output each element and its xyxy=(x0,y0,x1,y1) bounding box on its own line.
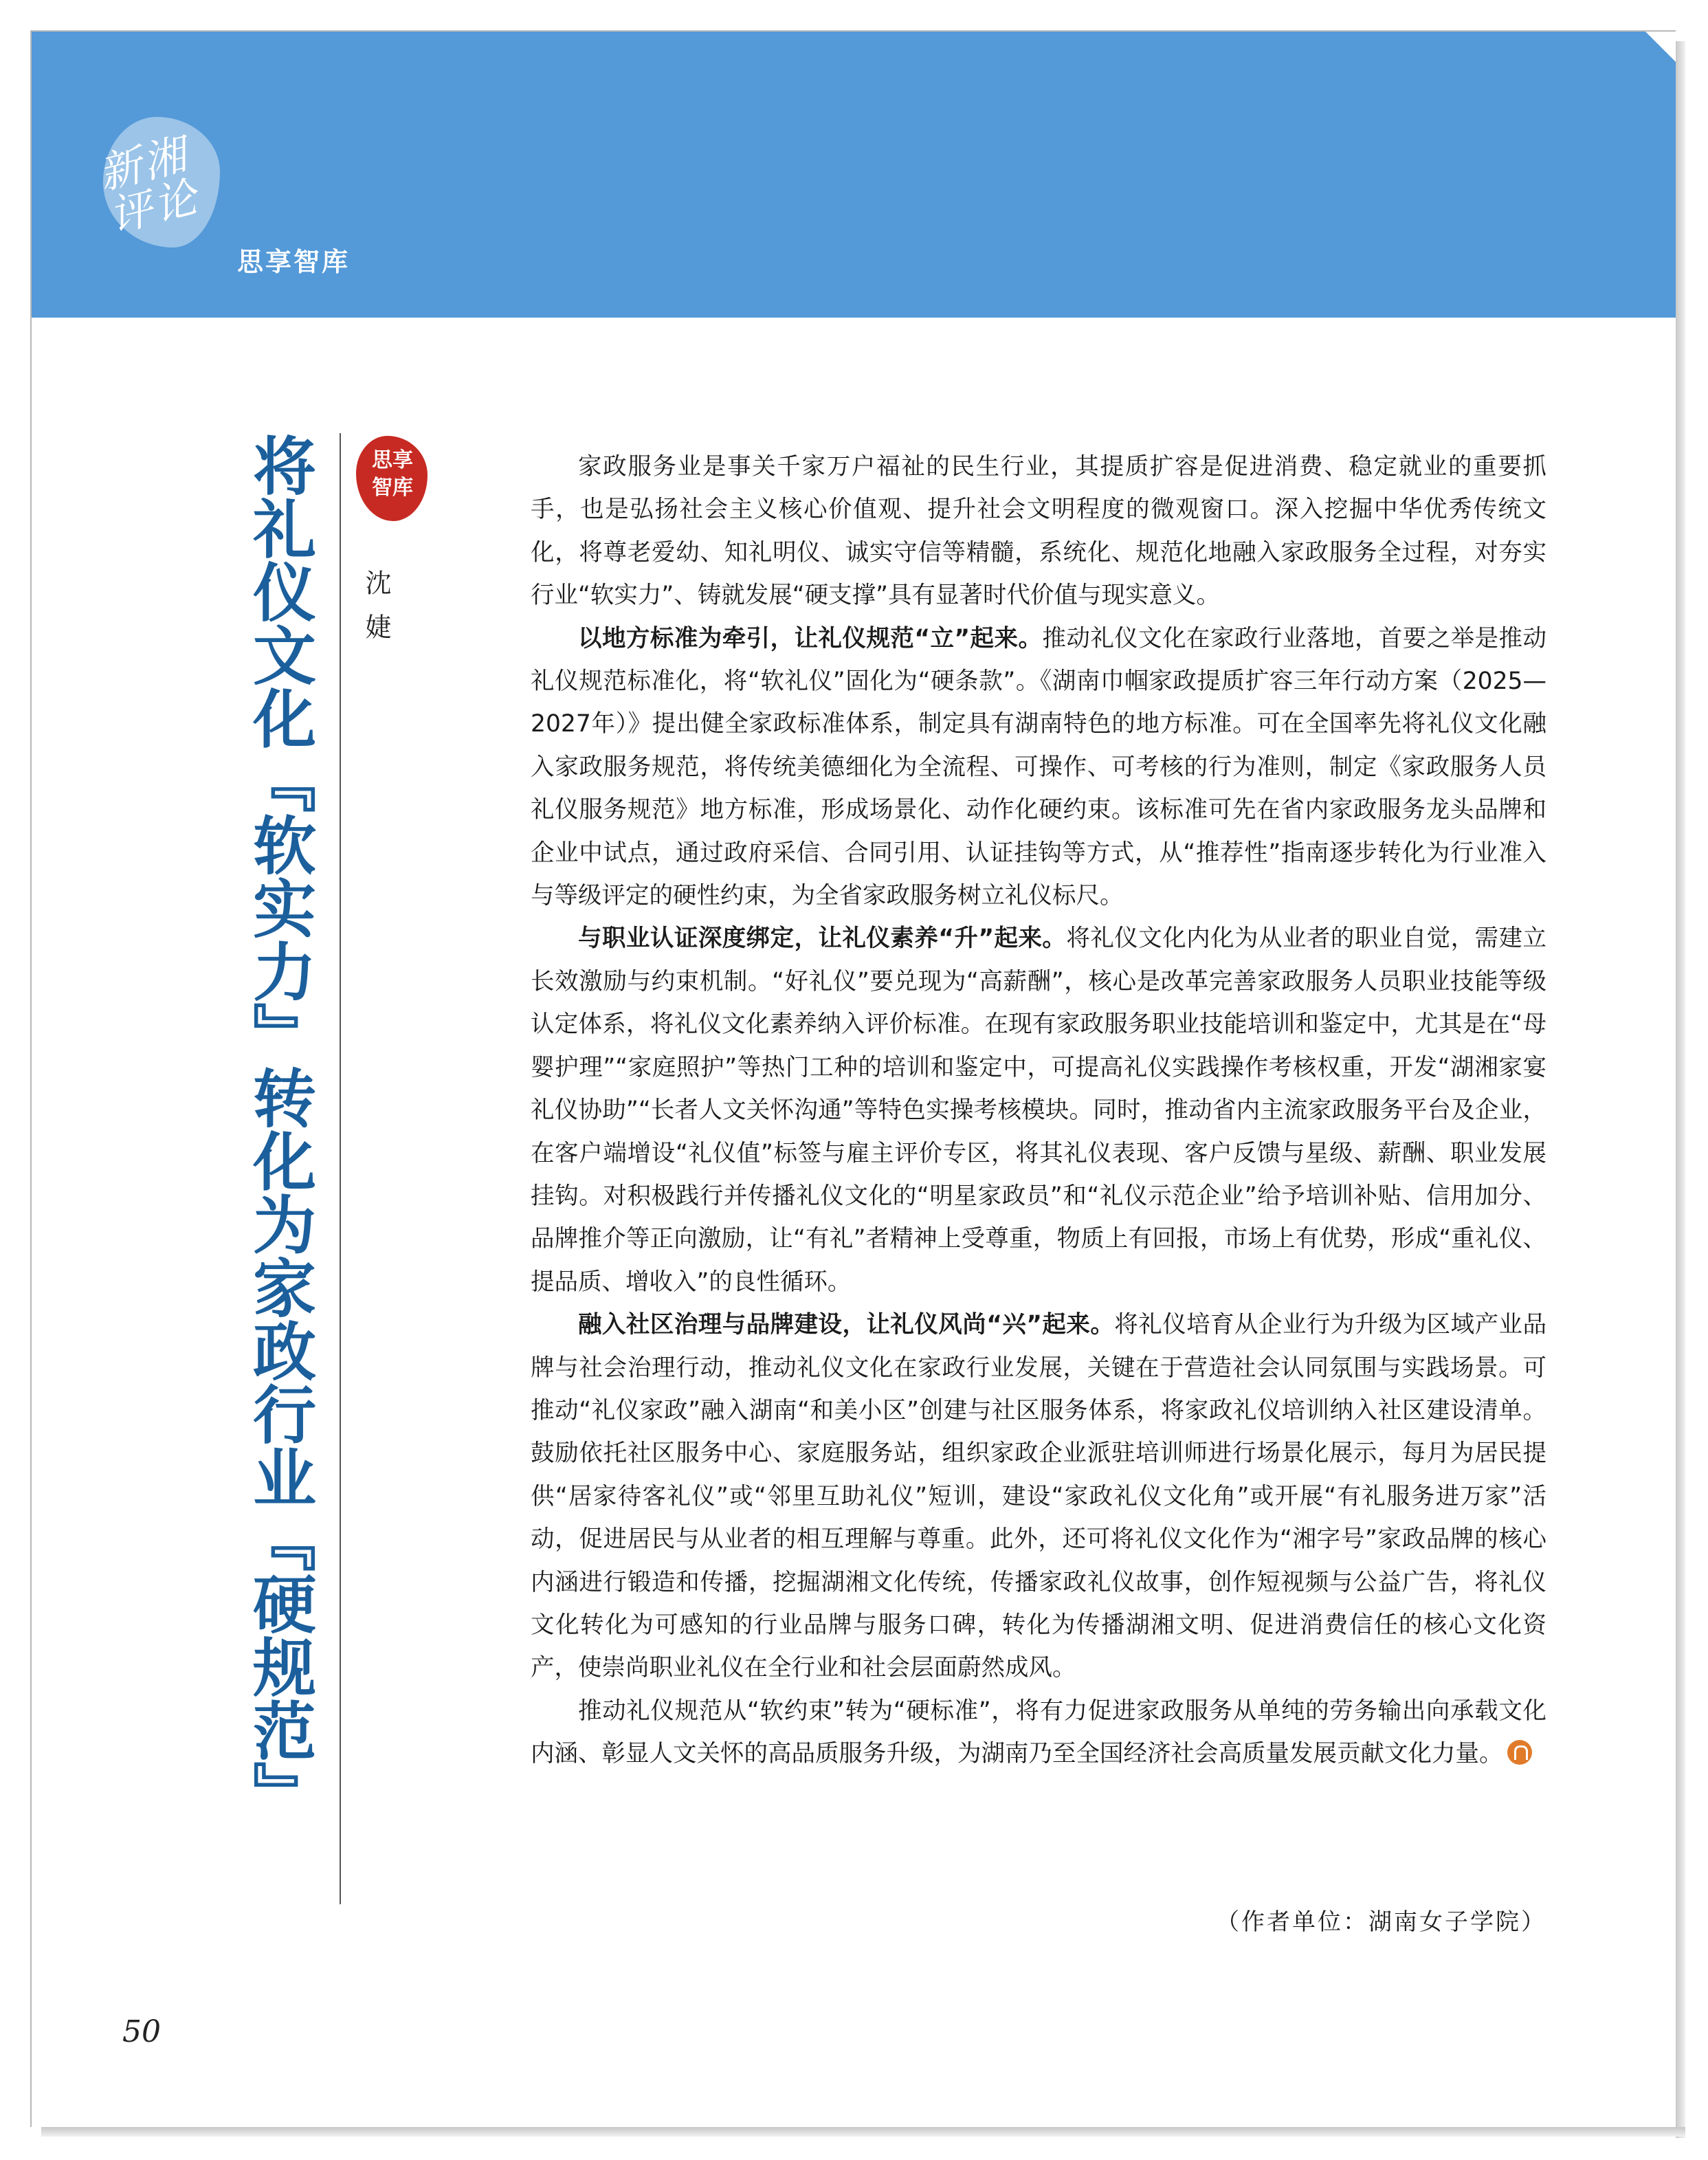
article-title: 将礼仪文化『软实力』转化为家政行业『硬规范』 xyxy=(243,433,316,1825)
paragraph-lead: 融入社区治理与品牌建设，让礼仪风尚“兴”起来。 xyxy=(578,1311,1115,1339)
paragraph-text: 家政服务业是事关千家万户福祉的民生行业，其提质扩容是促进消费、稳定就业的重要抓手，也是弘扬社会主义核心价值观、提升社会文明程度的微观窗口。深入挖掘中华优秀传统文化，将尊老爱幼、知礼明仪、诚实守信等精髓，系统化、规范化地融入家政服务全过程，对夯实行业“软实力”、铸就发展“硬支撑”具有显著时代价值与现实意义。 xyxy=(531,453,1546,610)
seal-stamp-text: 思享智库 xyxy=(372,448,413,500)
paragraph-text: 推动礼仪规范从“软约束”转为“硬标准”，将有力促进家政服务从单纯的劳务输出向承载文化内涵、彰显人文关怀的高品质服务升级，为湖南乃至全国经济社会高质量发展贡献文化力量。 xyxy=(531,1697,1546,1768)
page-shadow-right xyxy=(1676,41,1685,2138)
header-page-corner xyxy=(1645,32,1676,62)
end-mark-icon xyxy=(1507,1740,1532,1765)
paragraph-1 xyxy=(531,445,1546,617)
paragraph-2 xyxy=(531,617,1546,918)
paragraph-text: 推动礼仪文化在家政行业落地，首要之举是推动礼仪规范标准化，将“软礼仪”固化为“硬条款”。《湖南巾帼家政提质扩容三年行动方案（2025—2027年）》提出健全家政标准体系，制定具有湖南特色的地方标准。可在全国率先将礼仪文化融入家政服务规范，将传统美德细化为全流程、可操作、可考核的行为准则，制定《家政服务人员礼仪服务规范》地方标准，形成场景化、动作化硬约束。该标准可先在省内家政服务龙头品牌和企业中试点，通过政府采信、合同引用、认证挂钩等方式，从“推荐性”指南逐步转化为行业准入与等级评定的硬性约束，为全省家政服务树立礼仪标尺。 xyxy=(531,624,1546,910)
title-divider xyxy=(340,433,341,1904)
paragraph-3 xyxy=(531,917,1546,1303)
page-shadow-bottom xyxy=(41,2127,1685,2137)
page-number: 50 xyxy=(122,2014,161,2049)
section-name: 思享智库 xyxy=(237,247,351,277)
paragraph-4 xyxy=(531,1303,1546,1690)
paragraph-lead: 与职业认证深度绑定，让礼仪素养“升”起来。 xyxy=(578,925,1067,953)
paragraph-text: 将礼仪文化内化为从业者的职业自觉，需建立长效激励与约束机制。“好礼仪”要兑现为“高薪酬”，核心是改革完善家政服务人员职业技能等级认定体系，将礼仪文化素养纳入评价标准。在现有家政服务职业技能培训和鉴定中，尤其是在“母婴护理”“家庭照护”等热门工种的培训和鉴定中，可提高礼仪实践操作考核权重，开发“湖湘家宴礼仪协助”“长者人文关怀沟通”等特色实操考核模块。同时，推动省内主流家政服务平台及企业，在客户端增设“礼仪值”标签与雇主评价专区，将其礼仪表现、客户反馈与星级、薪酬、职业发展挂钩。对积极践行并传播礼仪文化的“明星家政员”和“礼仪示范企业”给予培训补贴、信用加分、品牌推介等正向激励，让“有礼”者精神上受尊重，物质上有回报，市场上有优势，形成“重礼仪、提品质、增收入”的良性循环。 xyxy=(531,925,1546,1296)
author-affiliation: （作者单位：湖南女子学院） xyxy=(1216,1908,1546,1936)
author-name: 沈婕 xyxy=(361,569,391,657)
paragraph-text: 将礼仪培育从企业行为升级为区域产业品牌与社会治理行动，推动礼仪文化在家政行业发展，关键在于营造社会认同氛围与实践场景。可推动“礼仪家政”融入湖南“和美小区”创建与社区服务体系，将家政礼仪培训纳入社区建设清单。鼓励依托社区服务中心、家庭服务站，组织家政企业派驻培训师进行场景化展示，每月为居民提供“居家待客礼仪”或“邻里互助礼仪”短训，建设“家政礼仪文化角”或开展“有礼服务进万家”活动，促进居民与从业者的相互理解与尊重。此外，还可将礼仪文化作为“湘字号”家政品牌的核心内涵进行锻造和传播，挖掘湖湘文化传统，传播家政礼仪故事，创作短视频与公益广告，将礼仪文化转化为可感知的行业品牌与服务口碑，转化为传播湖湘文明、促进消费信任的核心文化资产，使崇尚职业礼仪在全行业和社会层面蔚然成风。 xyxy=(531,1311,1546,1682)
article-body xyxy=(531,445,1546,1776)
paragraph-lead: 以地方标准为牵引，让礼仪规范“立”起来。 xyxy=(578,624,1043,652)
magazine-logo-text: 新湘评论 xyxy=(93,128,205,242)
paragraph-5 xyxy=(531,1690,1546,1776)
